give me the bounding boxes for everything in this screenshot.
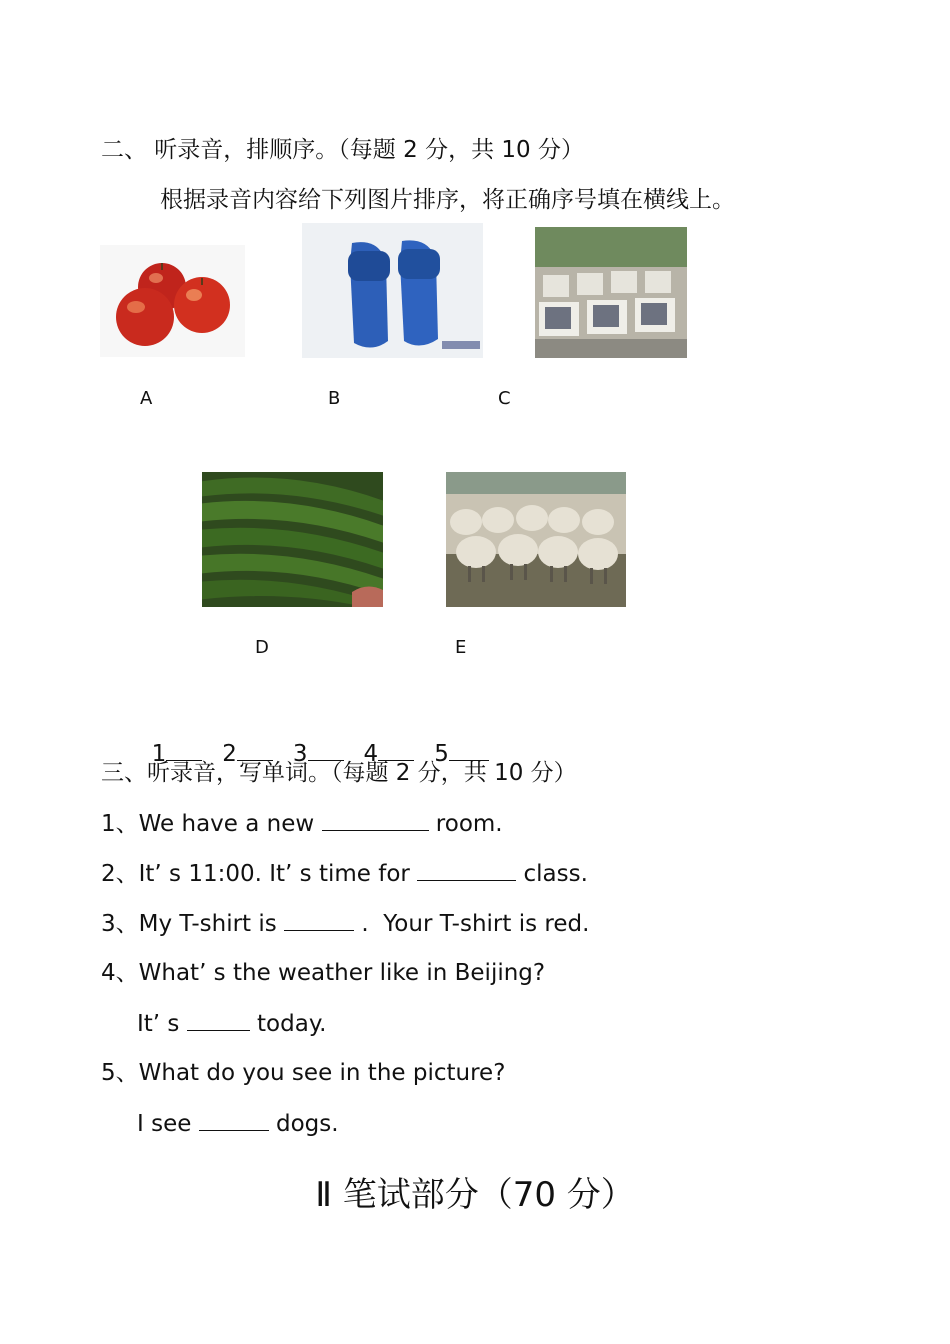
question-4-answer	[137, 1008, 326, 1039]
picture-label-b: B	[328, 388, 341, 409]
answer-number-4: 4	[363, 741, 379, 767]
apples-image	[100, 245, 245, 357]
q2-text-after: class.	[516, 861, 588, 887]
q4-text-after: today.	[249, 1011, 327, 1037]
picture-label-c: C	[498, 388, 511, 409]
question-2	[101, 858, 588, 889]
q5-blank[interactable]	[199, 1108, 269, 1131]
q1-text-before: 1、We have a new	[101, 811, 322, 837]
picture-label-a: A	[140, 388, 153, 409]
computer-room-image	[535, 227, 687, 358]
q3-text-after: . Your T-shirt is red.	[354, 911, 590, 937]
question-5-answer	[137, 1108, 339, 1139]
answer-number-5: 5	[434, 741, 449, 767]
q5-text-before: I see	[137, 1111, 199, 1137]
question-5: 5、What do you see in the picture?	[101, 1060, 506, 1086]
cucumbers-image	[202, 472, 383, 607]
section2-instruction: 根据录音内容给下列图片排序，将正确序号填在横线上。	[160, 187, 735, 213]
section2-heading: 二、 听录音，排顺序。（每题 2 分，共 10 分）	[101, 137, 584, 163]
question-4: 4、What’ s the weather like in Beijing?	[101, 960, 546, 986]
section3-heading: 三、听录音，写单词。（每题 2 分，共 10 分）	[101, 760, 577, 786]
question-1	[101, 808, 503, 839]
slippers-image	[302, 223, 483, 358]
q3-blank[interactable]	[284, 908, 354, 931]
q1-blank[interactable]	[322, 808, 429, 831]
q4-blank[interactable]	[187, 1008, 250, 1031]
part2-title: Ⅱ 笔试部分（70 分）	[315, 1175, 635, 1215]
q5-text-after: dogs.	[268, 1111, 339, 1137]
q4-text-before: It’ s	[137, 1011, 187, 1037]
q2-blank[interactable]	[417, 858, 516, 881]
answer-number-3: 3	[292, 741, 308, 767]
q3-text-before: 3、My T-shirt is	[101, 911, 285, 937]
answer-number-1: 1	[151, 741, 167, 767]
q2-text-before: 2、It’ s 11:00. It’ s time for	[101, 861, 418, 887]
question-3	[101, 908, 589, 939]
answer-number-2: 2	[222, 741, 237, 767]
q1-text-after: room.	[428, 811, 503, 837]
picture-label-d: D	[255, 637, 269, 658]
sheep-image	[446, 472, 626, 607]
picture-label-e: E	[455, 637, 467, 658]
